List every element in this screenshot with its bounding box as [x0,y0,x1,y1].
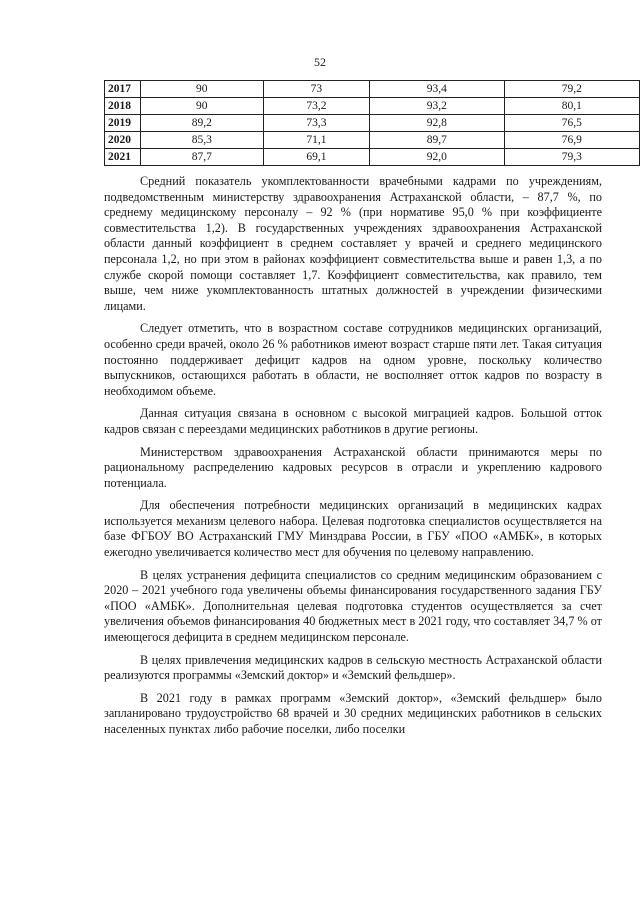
table-cell: 90 [140,98,263,115]
body-text [104,174,602,745]
table-cell: 80,1 [504,98,639,115]
paragraph: Следует отметить, что в возрастном составе сотрудников медицинских организаций, особенно среди врачей, около 26 % работников имеют возраст старше пяти лет. Такая ситуация постоянно поддерживает дефицит кадров на одном уровне, поскольку количество выпускников, остающихся работать в области, не восполняет отток кадров по возрасту в необходимом объеме. [104,321,602,398]
paragraph: Данная ситуация связана в основном с высокой миграцией кадров. Большой отток кадров связан с переездами медицинских работников в другие регионы. [104,406,602,436]
table-cell-year: 2017 [105,81,141,98]
paragraph: Министерством здравоохранения Астраханской области принимаются меры по рациональному распределению кадровых ресурсов в отрасли и укреплению кадрового потенциала. [104,444,602,490]
table-cell: 76,9 [504,132,639,149]
table-cell: 76,5 [504,115,639,132]
table-row [105,115,640,132]
paragraph: Средний показатель укомплектованности врачебными кадрами по учреждениям, подведомственным министерству здравоохранения Астраханской области, – 87,7 %, по среднему медицинскому персоналу – 92 % (при нормативе 95,0 % при коэффициенте совместительства 1,2). В государственных учреждениях здравоохранения Астраханской области данный коэффициент в среднем составляет у врачей и среднего медицинского персонала 1,2, но при этом в районах коэффициент совместительства выше и равен 1,3, а по службе скорой помощи составляет 1,7. Коэффициент совместительства, как правило, тем выше, чем ниже укомплектованность штатных должностей в учреждении физическими лицами. [104,174,602,313]
table-cell-year: 2019 [105,115,141,132]
paragraph: Для обеспечения потребности медицинских организаций в медицинских кадрах используется механизм целевого набора. Целевая подготовка специалистов осуществляется на базе ФГБОУ ВО Астраханский ГМУ Минздрава России, в ГБУ «ПОО «АМБК», в которых ежегодно увеличивается количество мест для обучения по целевому направлению. [104,498,602,560]
table-row [105,149,640,166]
table-row [105,98,640,115]
table-cell-year: 2021 [105,149,141,166]
table-cell: 87,7 [140,149,263,166]
table-cell: 69,1 [263,149,369,166]
table-cell: 90 [140,81,263,98]
table-cell: 93,4 [369,81,504,98]
table-cell: 89,2 [140,115,263,132]
table-cell: 71,1 [263,132,369,149]
table-row [105,132,640,149]
paragraph: В целях привлечения медицинских кадров в сельскую местность Астраханской области реализуются программы «Земский доктор» и «Земский фельдшер». [104,652,602,683]
table-row [105,81,640,98]
table-cell: 85,3 [140,132,263,149]
table-cell: 92,8 [369,115,504,132]
table-cell: 73,3 [263,115,369,132]
paragraph: В 2021 году в рамках программ «Земский доктор», «Земский фельдшер» было запланировано трудоустройство 68 врачей и 30 средних медицинских работников в сельских населенных пунктах либо рабочие поселки, либо поселки [104,690,602,736]
table-cell: 92,0 [369,149,504,166]
data-table [104,80,640,166]
table-cell: 93,2 [369,98,504,115]
paragraph: В целях устранения дефицита специалистов со средним медицинским образованием с 2020 – 2021 учебного года увеличены объемы финансирования государственного задания ГБУ «ПОО «АМБК». Дополнительная целевая подготовка студентов осуществляется за счет увеличения объемов финансирования 40 бюджетных мест в 2021 году, что составляет 34,7 % от имеющегося дефицита в среднем медицинском персонале. [104,567,602,645]
table-cell: 73 [263,81,369,98]
table-cell-year: 2018 [105,98,141,115]
table-cell: 79,3 [504,149,639,166]
table-cell: 79,2 [504,81,639,98]
page-number: 52 [314,55,326,69]
table-cell: 73,2 [263,98,369,115]
table-cell: 89,7 [369,132,504,149]
table-cell-year: 2020 [105,132,141,149]
